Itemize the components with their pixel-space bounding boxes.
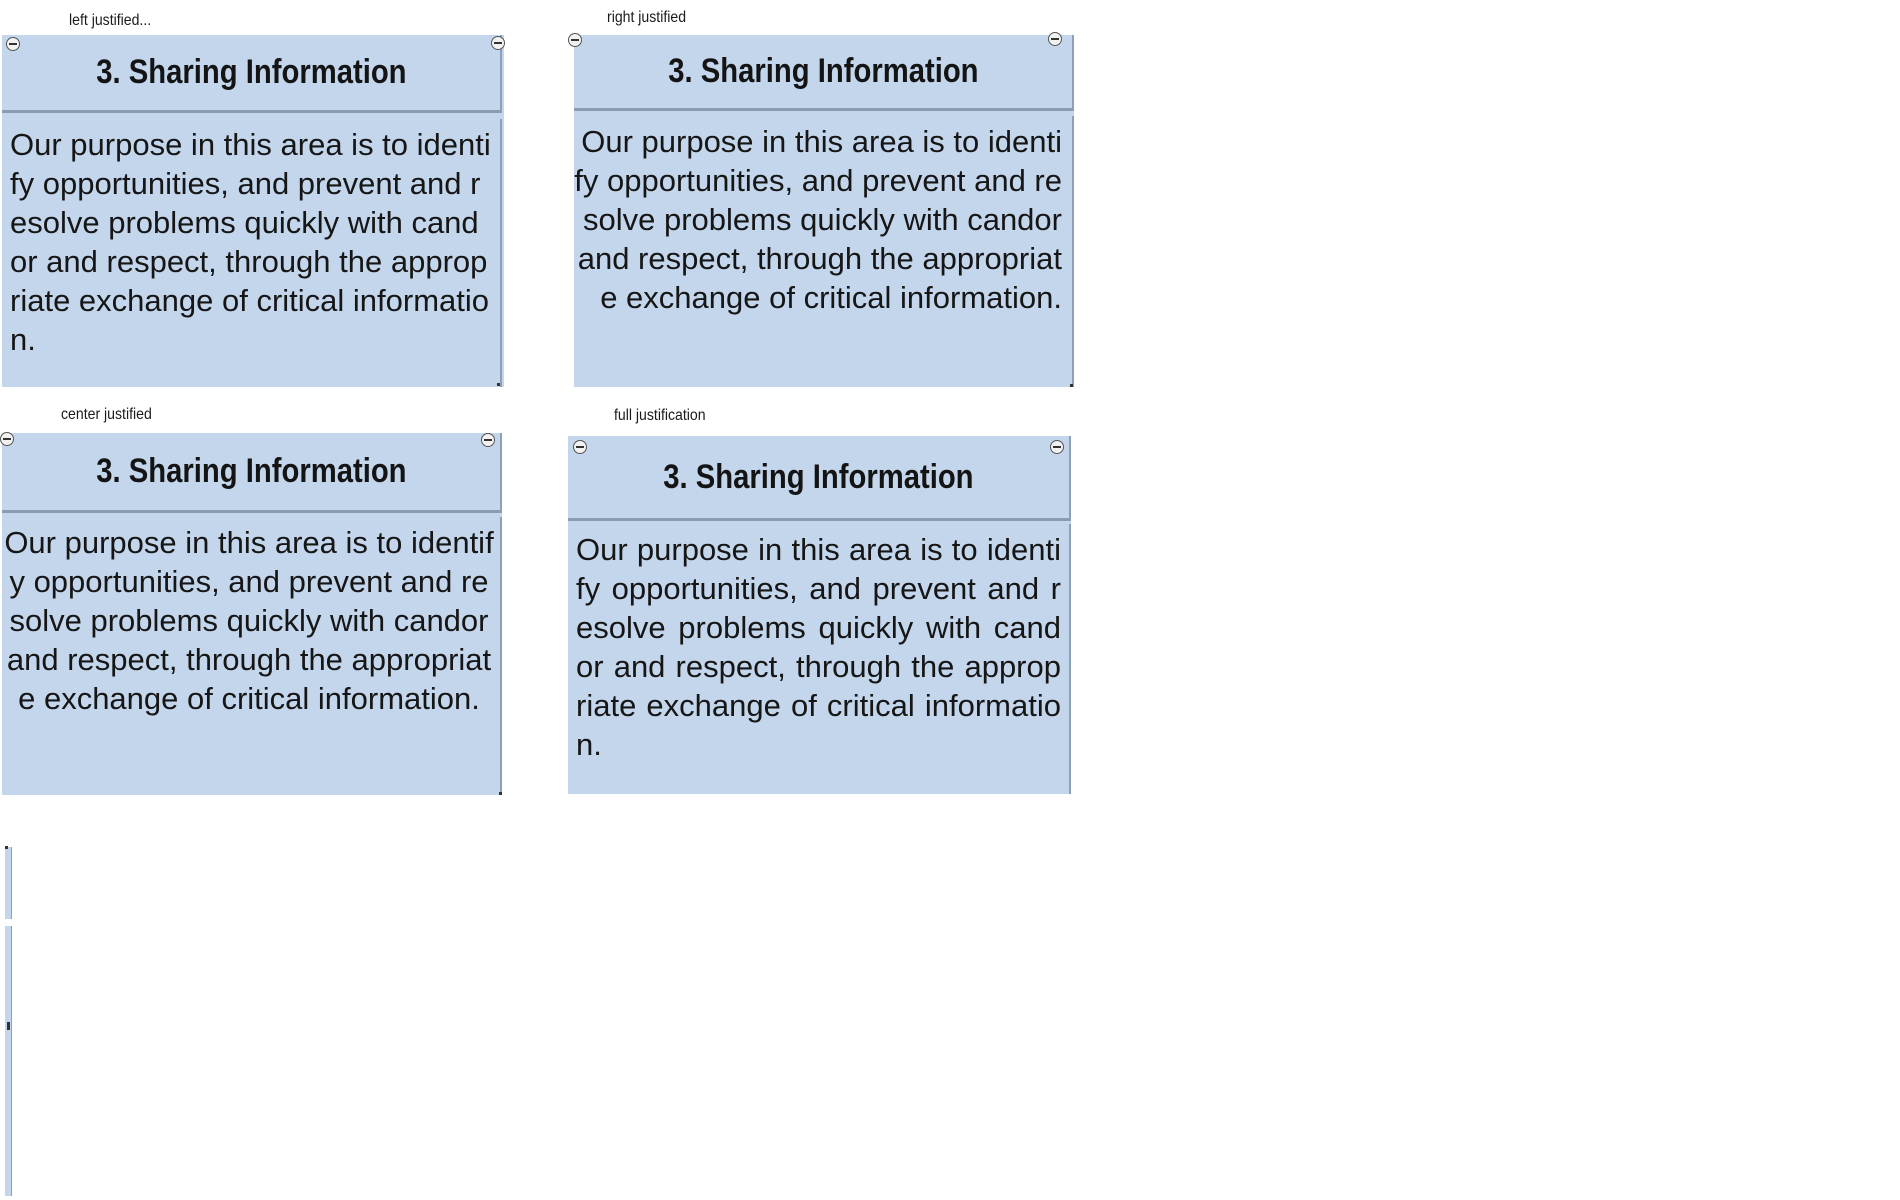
collapse-handle-icon[interactable] <box>1050 440 1064 454</box>
partial-panel-edge <box>5 926 12 1196</box>
collapse-handle-icon[interactable] <box>573 440 587 454</box>
resize-grip-icon[interactable] <box>7 1022 10 1030</box>
panel-title: 3. Sharing Information <box>568 436 1071 521</box>
caption-full-justification: full justification <box>614 407 706 424</box>
resize-grip-icon[interactable] <box>5 846 8 849</box>
panel-body-text: Our purpose in this area is to identify opportunities, and prevent and resolve problems quickly with candor and respect, through the appropriate exchange of critical information. <box>2 119 502 387</box>
panel-left-justified[interactable] <box>2 35 504 387</box>
panel-center-justified[interactable] <box>2 433 502 795</box>
collapse-handle-icon[interactable] <box>1048 32 1062 46</box>
resize-grip-icon[interactable] <box>497 383 500 386</box>
panel-right-justified[interactable] <box>574 35 1074 387</box>
resize-grip-icon[interactable] <box>499 792 502 795</box>
panel-title: 3. Sharing Information <box>574 35 1074 111</box>
panel-title: 3. Sharing Information <box>2 433 502 513</box>
caption-right-justified: right justified <box>607 9 687 26</box>
partial-panel-edge <box>5 847 12 919</box>
caption-center-justified: center justified <box>61 406 152 423</box>
resize-grip-icon[interactable] <box>1070 384 1073 387</box>
panel-full-justification[interactable] <box>568 436 1071 794</box>
collapse-handle-icon[interactable] <box>0 432 14 446</box>
collapse-handle-icon[interactable] <box>568 33 582 47</box>
collapse-handle-icon[interactable] <box>6 37 20 51</box>
collapse-handle-icon[interactable] <box>491 36 505 50</box>
panel-body-text: Our purpose in this area is to identify opportunities, and prevent and resolve problems quickly with candor and respect, through the appropriate exchange of critical information. <box>574 116 1074 387</box>
panel-title: 3. Sharing Information <box>2 35 502 113</box>
panel-body-text: Our purpose in this area is to identify opportunities, and prevent and resolve problems quickly with candor and respect, through the appropriate exchange of critical information. <box>568 524 1071 794</box>
caption-left-justified: left justified... <box>69 12 152 29</box>
panel-body-text: Our purpose in this area is to identify opportunities, and prevent and resolve problems quickly with candor and respect, through the appropriate exchange of critical information. <box>2 517 502 795</box>
collapse-handle-icon[interactable] <box>481 433 495 447</box>
